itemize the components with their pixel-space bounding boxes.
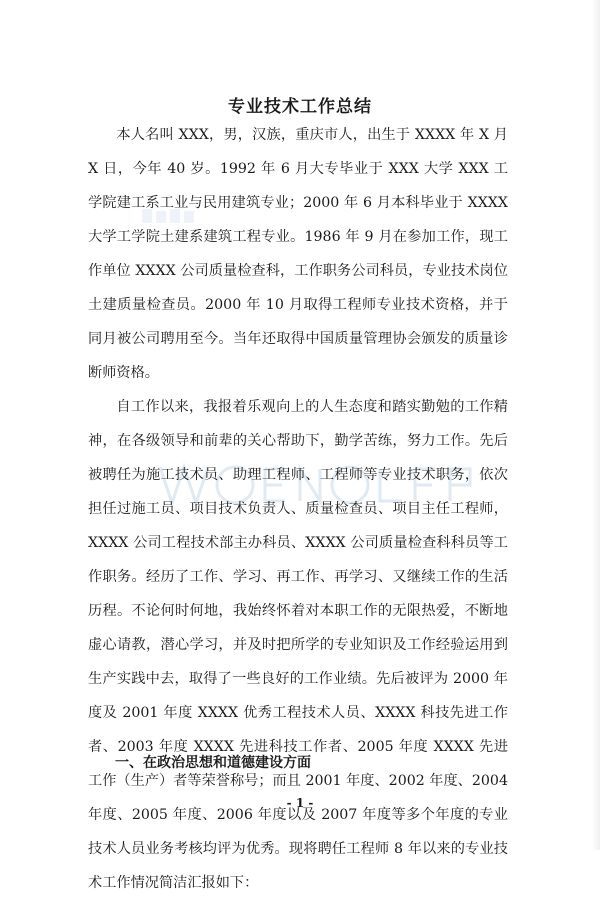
paragraph-personal-info: 本人名叫 XXX，男，汉族，重庆市人，出生于 XXXX 年 X 月 X 日，今年 40 岁。1992 年 6 月大专毕业于 XXX 大学 XXX 工学院建工系工业与民用建筑专业；2000 年 6 月本科毕业于 XXXX 大学工学院土建系建筑工程专业。1986 年 9 月在参加工作，现工作单位 XXXX 公司质量检查科，工作职务公司科员，专业技术岗位土建质量检查员。2000 年 10 月取得工程师专业技术资格，并于同月被公司聘用至今。当年还取得中国质量管理协会颁发的质量诊断师资格。 <box>88 127 508 381</box>
paragraph-work-experience: 自工作以来，我报着乐观向上的人生态度和踏实勤勉的工作精神，在各级领导和前辈的关心帮助下，勤学苦练，努力工作。先后被聘任为施工技术员、助理工程师、工程师等专业技术职务，依次担任过施工员、项目技术负责人、质量检查员、项目主任工程师，XXXX 公司工程技术部主办科员、XXXX 公司质量检查科科员等工作职务。经历了工作、学习、再工作、再学习、又继续工作的生活历程。不论何时何地，我始终怀着对本职工作的无限热爱，不断地虚心请教，潜心学习，并及时把所学的专业知识及工作经验运用到生产实践中去，取得了一些良好的工作业绩。先后被评为 2000 年度及 2001 年度 XXXX 优秀工程技术人员、XXXX 科技先进工作者、2003 年度 XXXX 先进科技工作者、2005 年度 XXXX 先进工作（生产）者等荣誉称号；而且 2001 年度、2002 年度、2004 年度、2005 年度、2006 年度以及 2007 年度等多个年度的专业技术人员业务考核均评为优秀。现将聘任工程师 8 年以来的专业技术工作情况简洁汇报如下： <box>88 399 508 891</box>
document-body <box>88 118 508 900</box>
section-heading: 一、在政治思想和道德建设方面 <box>115 755 311 771</box>
document-title: 专业技术工作总结 <box>228 97 372 117</box>
page-number: - 1 - <box>286 796 314 810</box>
page-edge <box>592 0 600 850</box>
